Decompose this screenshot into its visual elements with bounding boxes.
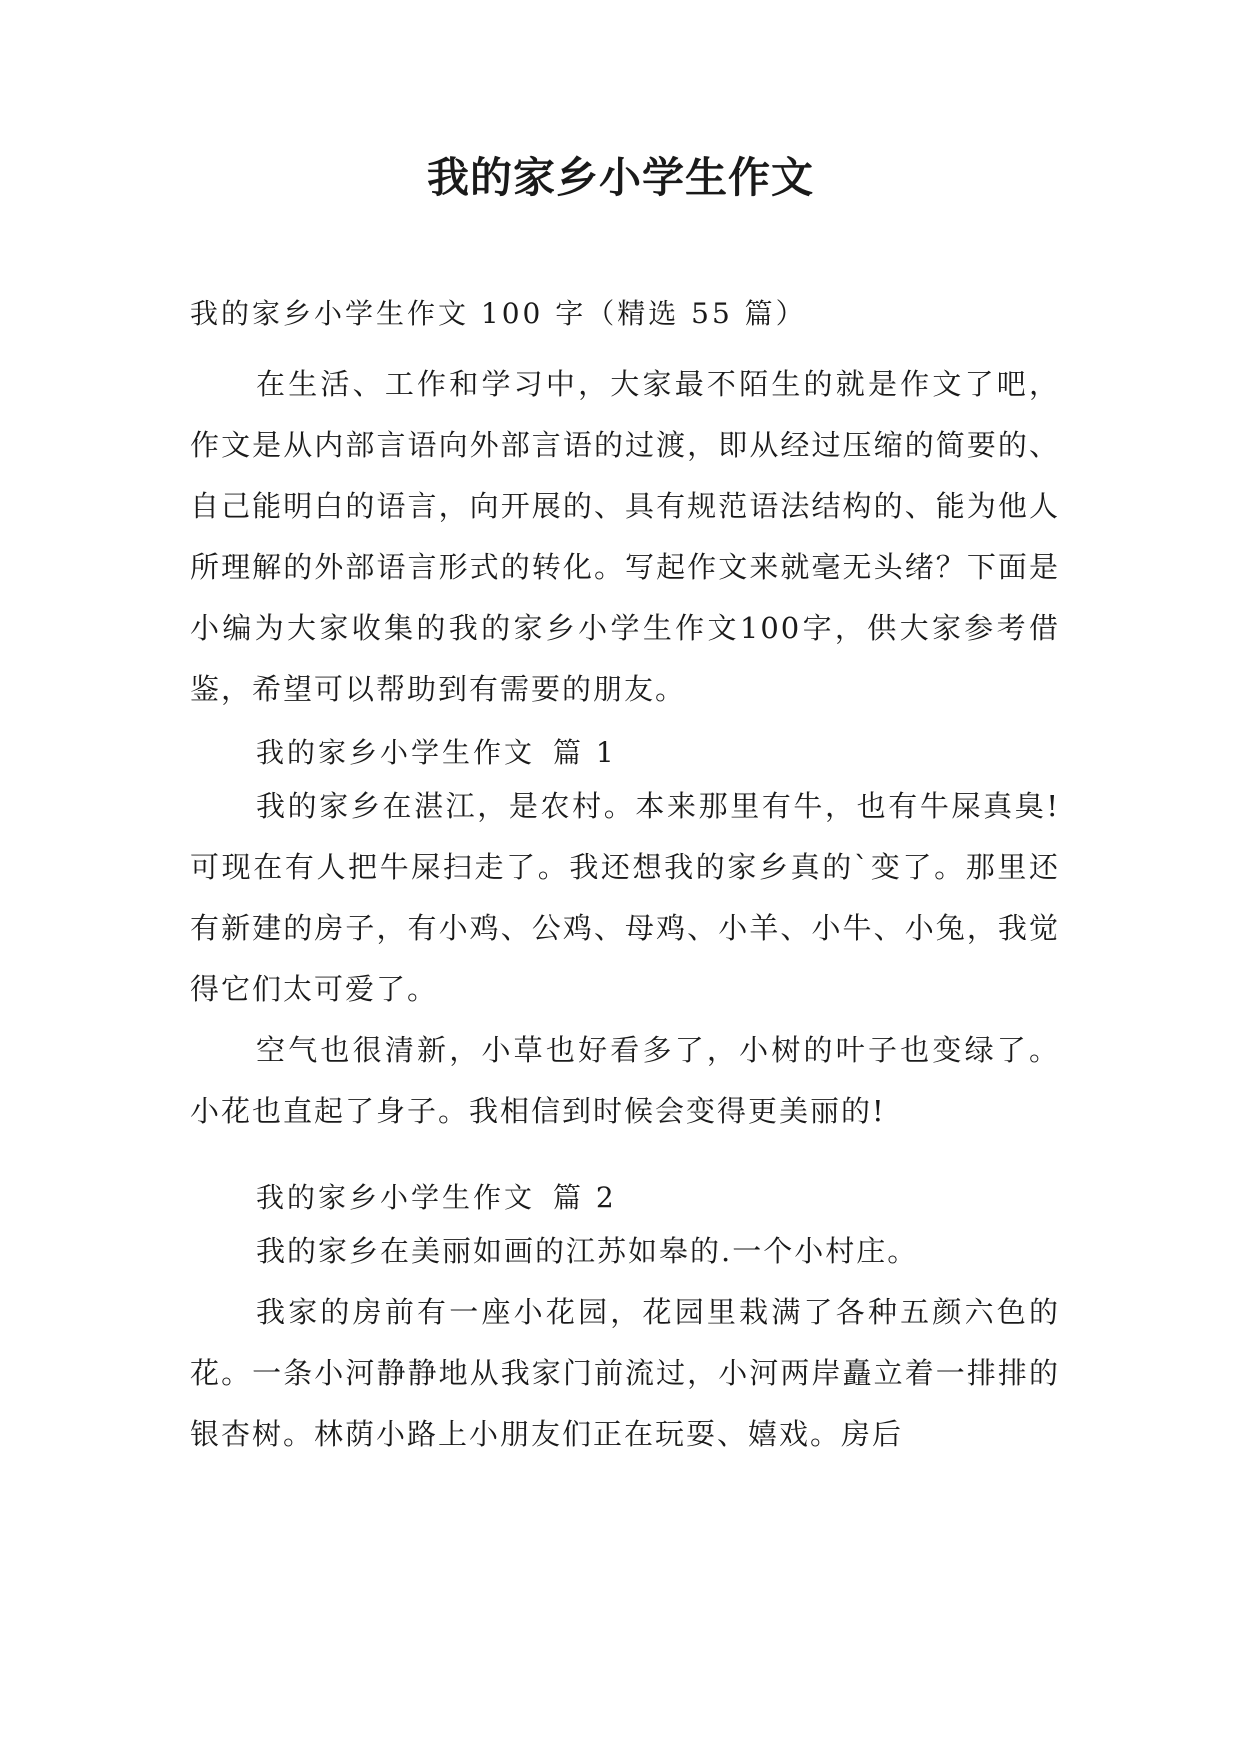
section-1-paragraph-1: 我的家乡在湛江，是农村。本来那里有牛，也有牛屎真臭!可现在有人把牛屎扫走了。我还想我的家乡真的`变了。那里还有新建的房子，有小鸡、公鸡、母鸡、小羊、小牛、小兔，我觉得它们太可爱了。 — [190, 789, 1060, 1006]
document-subtitle: 我的家乡小学生作文 100 字（精选 55 篇） — [190, 297, 807, 330]
section-1-paragraph-2: 空气也很清新，小草也好看多了，小树的叶子也变绿了。小花也直起了身子。我相信到时候会变得更美丽的! — [190, 1033, 1060, 1128]
document-title: 我的家乡小学生作文 — [426, 153, 814, 202]
section-heading-text: 我的家乡小学生作文 — [256, 736, 536, 769]
section-heading-1 — [256, 731, 617, 775]
section-heading-text: 我的家乡小学生作文 — [256, 1181, 536, 1214]
section-2-paragraph-1: 我的家乡在美丽如画的江苏如皋的.一个小村庄。 — [256, 1234, 919, 1268]
section-heading-2 — [256, 1176, 617, 1220]
section-number: 篇 2 — [553, 1181, 617, 1214]
section-2-paragraph-2: 我家的房前有一座小花园，花园里栽满了各种五颜六色的花。一条小河静静地从我家门前流过，小河两岸矗立着一排排的银杏树。林荫小路上小朋友们正在玩耍、嬉戏。房后 — [190, 1295, 1060, 1451]
intro-paragraph: 在生活、工作和学习中，大家最不陌生的就是作文了吧，作文是从内部言语向外部言语的过渡，即从经过压缩的简要的、自己能明白的语言，向开展的、具有规范语法结构的、能为他人所理解的外部语言形式的转化。写起作文来就毫无头绪？下面是小编为大家收集的我的家乡小学生作文100字，供大家参考借鉴，希望可以帮助到有需要的朋友。 — [190, 367, 1060, 706]
section-number: 篇 1 — [553, 736, 617, 769]
